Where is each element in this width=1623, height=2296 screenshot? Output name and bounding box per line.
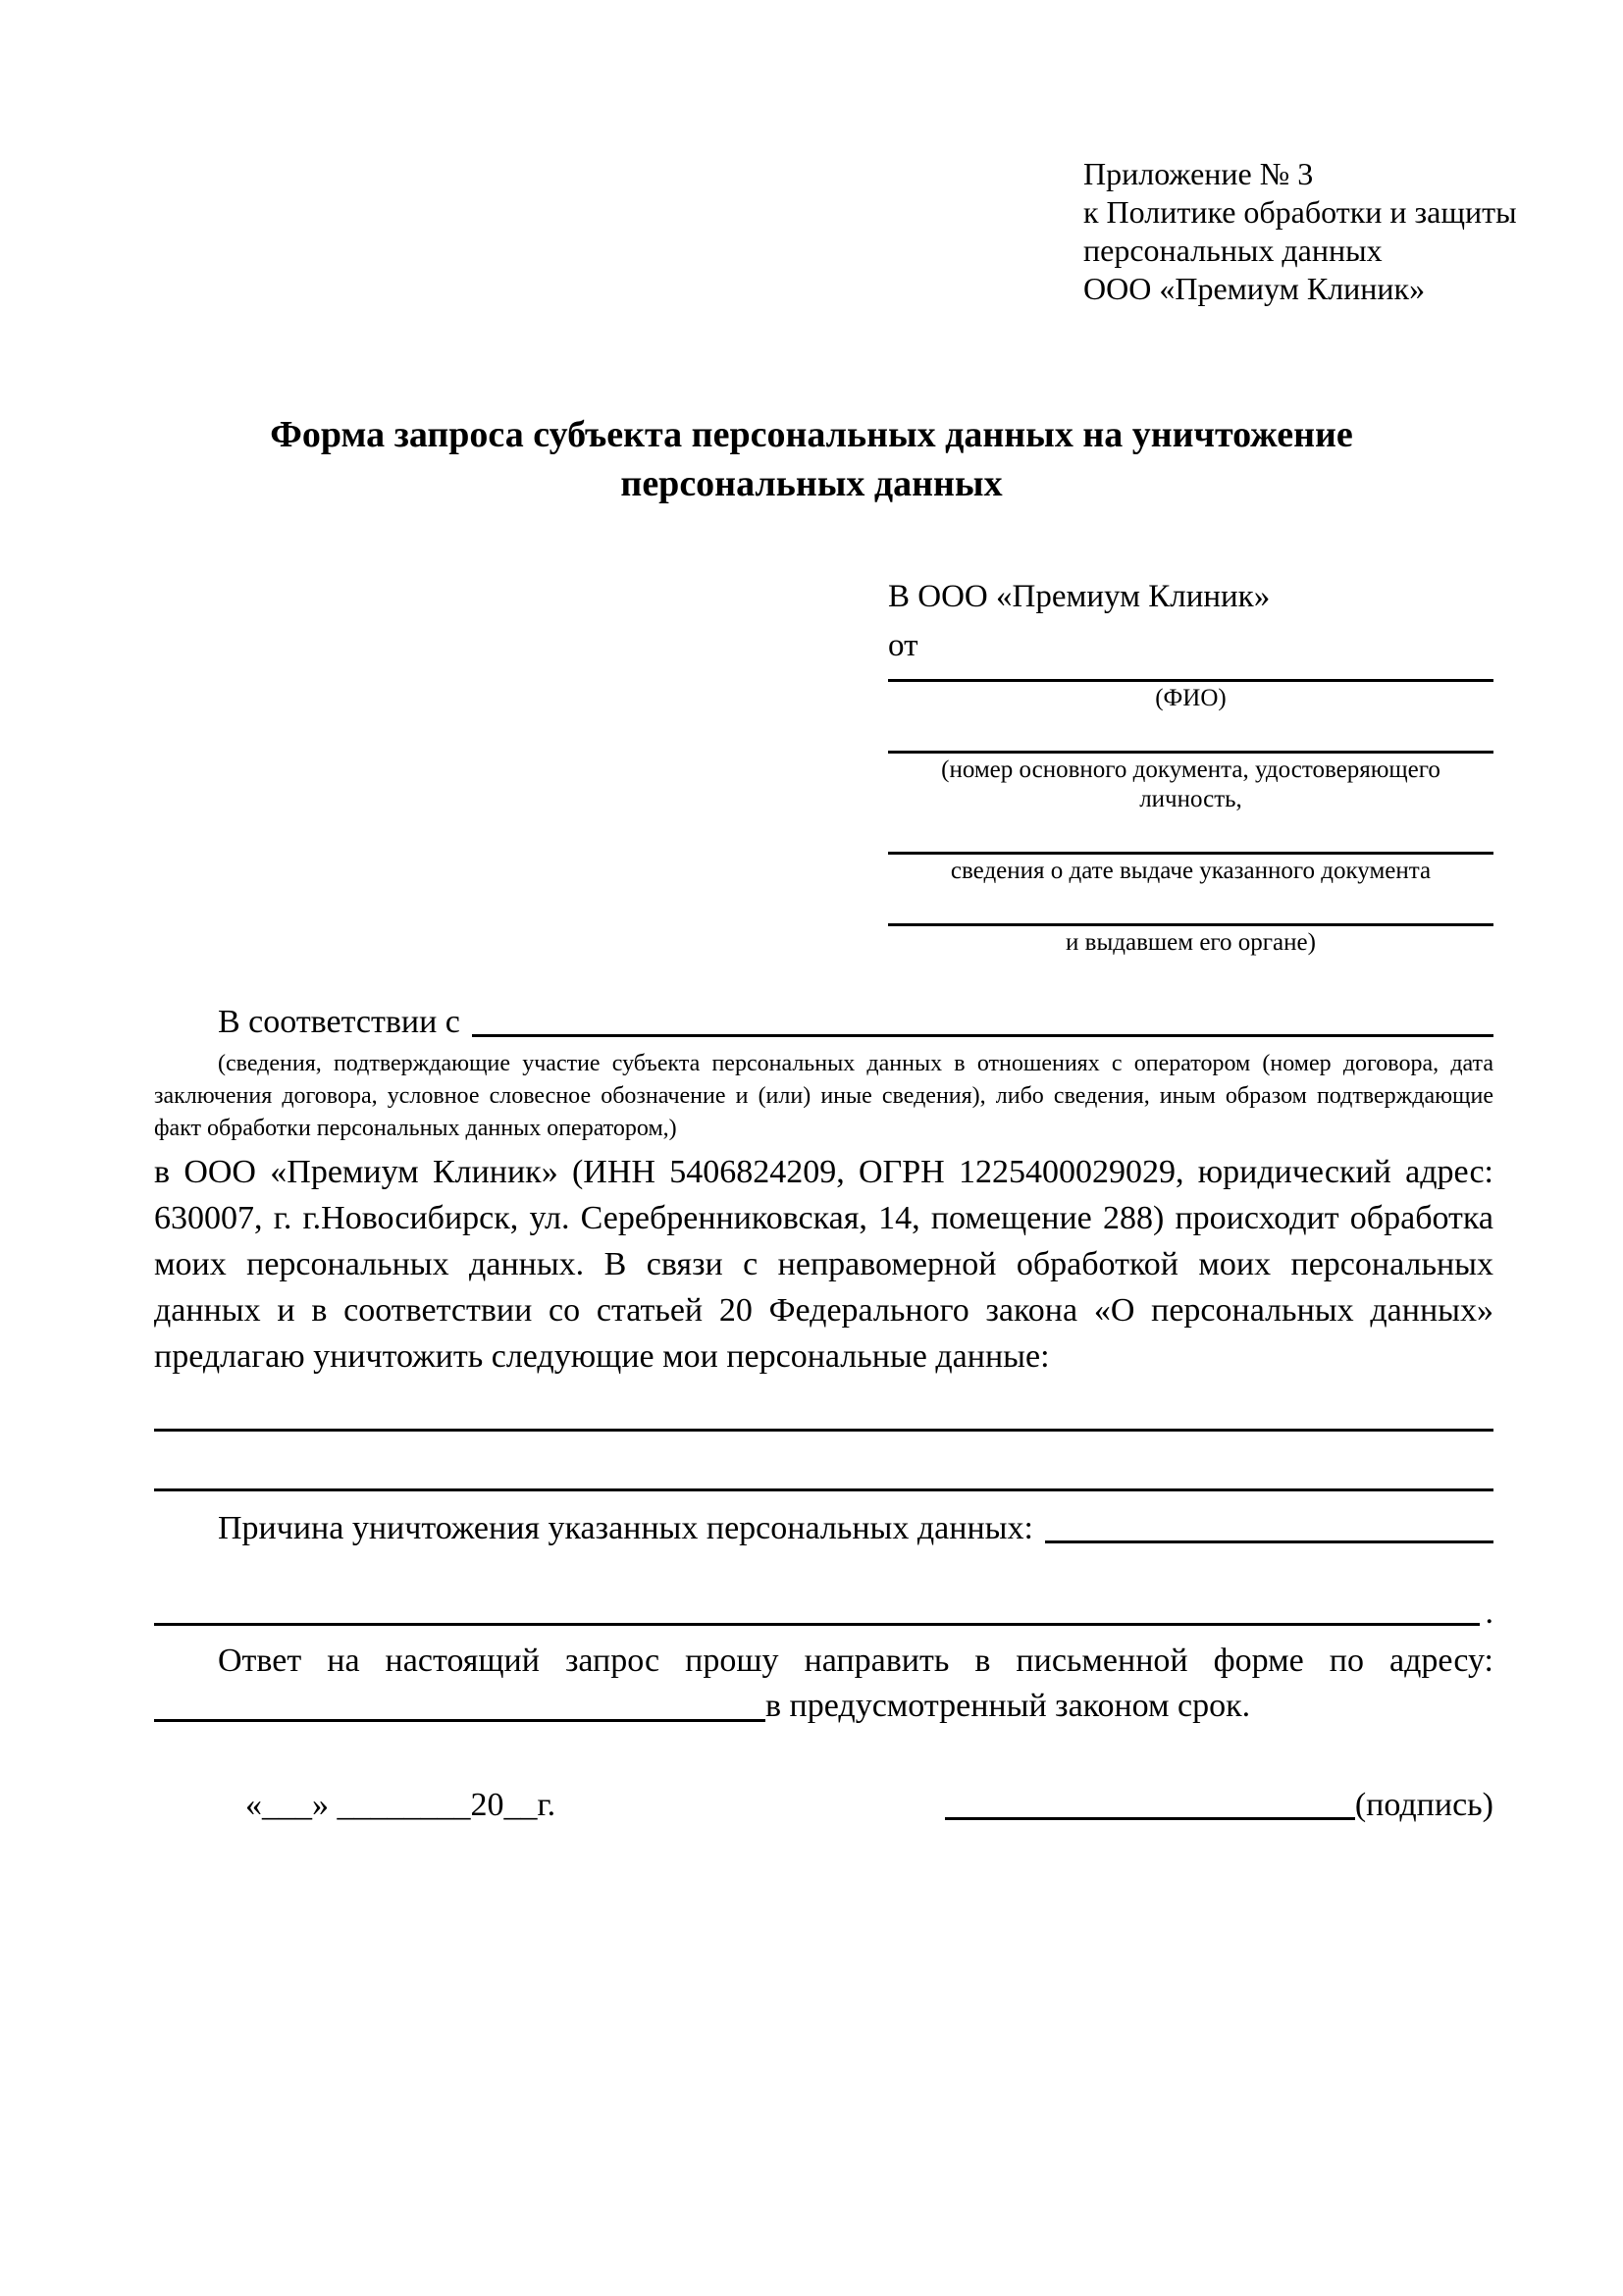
signature-group — [945, 1784, 1493, 1827]
personal-data-input-line-1[interactable] — [154, 1429, 1493, 1432]
signature-row — [154, 1784, 1493, 1827]
issuing-authority-input-line[interactable] — [888, 923, 1493, 926]
document-number-field — [888, 751, 1493, 814]
issue-date-input-line[interactable] — [888, 852, 1493, 855]
issue-date-caption: сведения о дате выдаче указанного документа — [950, 858, 1432, 884]
period-mark: . — [1485, 1594, 1493, 1631]
reason-continuation-row — [154, 1593, 1493, 1633]
document-number-input-line[interactable] — [888, 751, 1493, 754]
fio-caption: (ФИО) — [1155, 685, 1227, 711]
issuing-authority-caption: и выдавшем его органе) — [1066, 929, 1316, 956]
addressee-block — [888, 577, 1493, 958]
appendix-header — [1083, 0, 1525, 308]
addressee-from-label: от — [888, 628, 918, 663]
reason-input-line-2[interactable] — [154, 1623, 1480, 1626]
appendix-line: Приложение № 3 — [1083, 156, 1314, 191]
accordance-input-line[interactable] — [472, 1034, 1493, 1037]
address-input-line[interactable] — [154, 1719, 765, 1722]
response-request-text: Ответ на настоящий запрос прошу направить в письменной форме по адресу: — [218, 1643, 1493, 1679]
accordance-label: В соответствии с — [218, 1004, 460, 1040]
fio-field — [888, 679, 1493, 713]
page-title: Форма запроса субъекта персональных данных на уничтожение персональных данных — [270, 414, 1353, 504]
reason-label: Причина уничтожения указанных персональных данных: — [218, 1510, 1033, 1546]
address-row — [154, 1684, 1493, 1729]
signature-input-line[interactable] — [945, 1817, 1355, 1820]
reason-row — [154, 1507, 1493, 1550]
response-suffix: в предусмотренный законом срок. — [765, 1688, 1251, 1724]
appendix-line: ООО «Премиум Клиник» — [1083, 271, 1426, 306]
accordance-row — [154, 1001, 1493, 1044]
signature-caption: (подпись) — [1354, 1787, 1493, 1823]
reason-input-line[interactable] — [1045, 1540, 1493, 1543]
fine-print-note: (сведения, подтверждающие участие субъекта персональных данных в отношениях с оператором (номер договора, дата заключения договора, условное словесное обозначение и (или) иные сведения), либо сведения, иным образом подтверждающие факт обработки персональных данных оператором,) — [154, 1051, 1493, 1141]
document-number-caption: (номер основного документа, удостоверяющего личность, — [941, 757, 1440, 812]
personal-data-input-line-2[interactable] — [154, 1488, 1493, 1491]
addressee-organization: В ООО «Премиум Клиник» — [888, 579, 1271, 614]
appendix-line: персональных данных — [1083, 233, 1383, 268]
issuing-authority-field — [888, 923, 1493, 958]
fio-input-line[interactable] — [888, 679, 1493, 682]
appendix-line: к Политике обработки и защиты — [1083, 194, 1517, 230]
date-blank[interactable]: «___» ________20__г. — [245, 1787, 556, 1823]
issue-date-field — [888, 852, 1493, 886]
main-paragraph: в ООО «Премиум Клиник» (ИНН 5406824209, ОГРН 1225400029029, юридический адрес: 630007, г. г.Новосибирск, ул. Серебренниковская, 14, помещение 288) происходит обработка моих персональных данных. В связи с неправомерной обработкой моих персональных данных и в соответствии со статьей 20 Федерального закона «О персональных данных» предлагаю уничтожить следующие мои персональные данные: — [154, 1154, 1493, 1375]
